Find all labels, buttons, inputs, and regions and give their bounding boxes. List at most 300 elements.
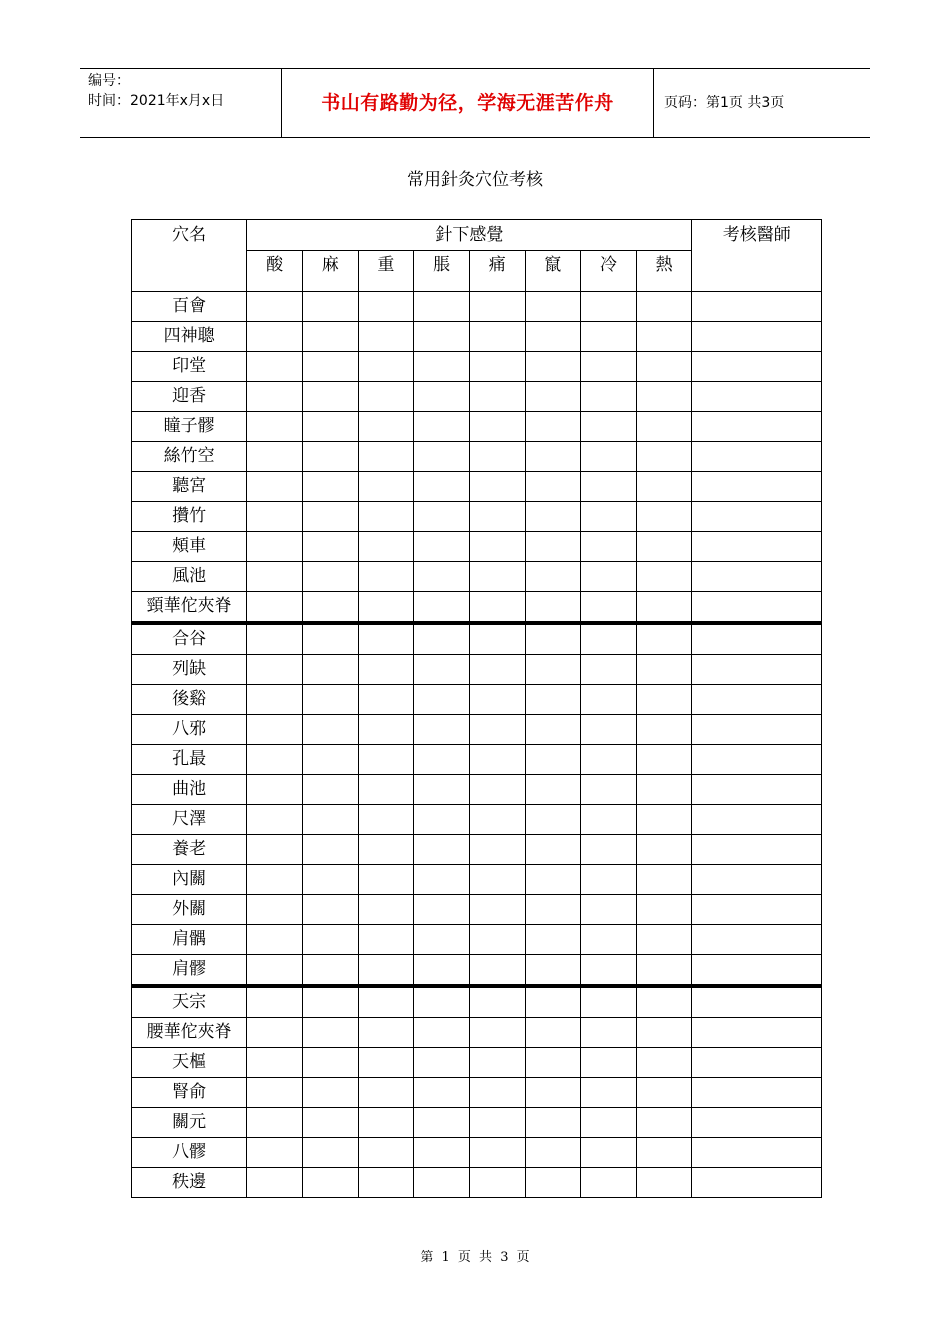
sensation-check-cell[interactable] xyxy=(469,955,525,987)
sensation-check-cell[interactable] xyxy=(525,745,581,775)
sensation-check-cell[interactable] xyxy=(469,352,525,382)
sensation-check-cell[interactable] xyxy=(358,835,414,865)
sensation-check-cell[interactable] xyxy=(247,745,303,775)
sensation-check-cell[interactable] xyxy=(302,775,358,805)
examiner-cell[interactable] xyxy=(692,865,822,895)
sensation-check-cell[interactable] xyxy=(247,1078,303,1108)
sensation-check-cell[interactable] xyxy=(525,442,581,472)
sensation-check-cell[interactable] xyxy=(358,623,414,655)
examiner-cell[interactable] xyxy=(692,382,822,412)
sensation-check-cell[interactable] xyxy=(469,1108,525,1138)
sensation-check-cell[interactable] xyxy=(525,592,581,624)
sensation-check-cell[interactable] xyxy=(636,1168,692,1198)
examiner-cell[interactable] xyxy=(692,925,822,955)
sensation-check-cell[interactable] xyxy=(247,412,303,442)
sensation-check-cell[interactable] xyxy=(358,502,414,532)
sensation-check-cell[interactable] xyxy=(636,775,692,805)
sensation-check-cell[interactable] xyxy=(414,382,470,412)
acupoint-name: 秩邊 xyxy=(132,1168,247,1198)
sensation-check-cell[interactable] xyxy=(247,1048,303,1078)
sensation-check-cell[interactable] xyxy=(581,955,637,987)
sensation-check-cell[interactable] xyxy=(581,986,637,1018)
sensation-check-cell[interactable] xyxy=(581,292,637,322)
sensation-check-cell[interactable] xyxy=(581,472,637,502)
sensation-check-cell[interactable] xyxy=(414,986,470,1018)
examiner-cell[interactable] xyxy=(692,562,822,592)
sensation-check-cell[interactable] xyxy=(414,1018,470,1048)
sensation-check-cell[interactable] xyxy=(636,442,692,472)
sensation-check-cell[interactable] xyxy=(636,623,692,655)
sensation-check-cell[interactable] xyxy=(636,745,692,775)
sensation-check-cell[interactable] xyxy=(525,1168,581,1198)
sensation-check-cell[interactable] xyxy=(581,532,637,562)
sensation-check-cell[interactable] xyxy=(581,715,637,745)
sensation-check-cell[interactable] xyxy=(358,895,414,925)
sensation-check-cell[interactable] xyxy=(469,835,525,865)
sensation-check-cell[interactable] xyxy=(581,352,637,382)
sensation-check-cell[interactable] xyxy=(358,442,414,472)
sensation-check-cell[interactable] xyxy=(636,685,692,715)
table-row xyxy=(132,442,822,472)
sensation-check-cell[interactable] xyxy=(581,502,637,532)
examiner-cell[interactable] xyxy=(692,1168,822,1198)
examiner-cell[interactable] xyxy=(692,745,822,775)
table-row xyxy=(132,412,822,442)
sensation-check-cell[interactable] xyxy=(302,532,358,562)
acupoint-name: 外關 xyxy=(132,895,247,925)
sensation-check-cell[interactable] xyxy=(414,655,470,685)
sensation-check-cell[interactable] xyxy=(414,895,470,925)
sensation-check-cell[interactable] xyxy=(636,805,692,835)
table-row xyxy=(132,715,822,745)
examiner-cell[interactable] xyxy=(692,472,822,502)
sensation-check-cell[interactable] xyxy=(469,745,525,775)
sensation-check-cell[interactable] xyxy=(302,1018,358,1048)
sensation-check-cell[interactable] xyxy=(414,1078,470,1108)
sensation-check-cell[interactable] xyxy=(302,382,358,412)
sensation-check-cell[interactable] xyxy=(581,623,637,655)
sensation-check-cell[interactable] xyxy=(247,502,303,532)
sensation-check-cell[interactable] xyxy=(414,532,470,562)
sensation-check-cell[interactable] xyxy=(358,1078,414,1108)
sensation-check-cell[interactable] xyxy=(358,1018,414,1048)
examiner-cell[interactable] xyxy=(692,292,822,322)
sensation-check-cell[interactable] xyxy=(525,715,581,745)
examiner-cell[interactable] xyxy=(692,412,822,442)
sensation-check-cell[interactable] xyxy=(247,655,303,685)
sensation-check-cell[interactable] xyxy=(636,1048,692,1078)
sensation-check-cell[interactable] xyxy=(414,865,470,895)
sensation-check-cell[interactable] xyxy=(302,1078,358,1108)
sensation-check-cell[interactable] xyxy=(525,955,581,987)
sensation-check-cell[interactable] xyxy=(302,895,358,925)
acupoint-name: 曲池 xyxy=(132,775,247,805)
sensation-check-cell[interactable] xyxy=(358,472,414,502)
sensation-check-cell[interactable] xyxy=(414,1048,470,1078)
sensation-check-cell[interactable] xyxy=(525,352,581,382)
sensation-check-cell[interactable] xyxy=(247,623,303,655)
sensation-check-cell[interactable] xyxy=(247,835,303,865)
sensation-check-cell[interactable] xyxy=(581,1048,637,1078)
sensation-check-cell[interactable] xyxy=(636,1108,692,1138)
sensation-check-cell[interactable] xyxy=(358,925,414,955)
sensation-check-cell[interactable] xyxy=(469,805,525,835)
sensation-check-cell[interactable] xyxy=(414,352,470,382)
sensation-check-cell[interactable] xyxy=(581,1108,637,1138)
sensation-check-cell[interactable] xyxy=(469,895,525,925)
sensation-check-cell[interactable] xyxy=(525,865,581,895)
sensation-check-cell[interactable] xyxy=(525,562,581,592)
sensation-check-cell[interactable] xyxy=(358,382,414,412)
examiner-cell[interactable] xyxy=(692,623,822,655)
examiner-cell[interactable] xyxy=(692,986,822,1018)
sensation-check-cell[interactable] xyxy=(469,715,525,745)
sensation-check-cell[interactable] xyxy=(581,895,637,925)
sensation-check-cell[interactable] xyxy=(636,1078,692,1108)
sensation-check-cell[interactable] xyxy=(414,745,470,775)
sensation-check-cell[interactable] xyxy=(247,292,303,322)
examiner-cell[interactable] xyxy=(692,805,822,835)
sensation-check-cell[interactable] xyxy=(636,352,692,382)
sensation-check-cell[interactable] xyxy=(469,1018,525,1048)
table-row xyxy=(132,1018,822,1048)
sensation-check-cell[interactable] xyxy=(414,955,470,987)
sensation-check-cell[interactable] xyxy=(581,835,637,865)
acupoint-name: 天樞 xyxy=(132,1048,247,1078)
sensation-check-cell[interactable] xyxy=(302,955,358,987)
sensation-check-cell[interactable] xyxy=(581,412,637,442)
sensation-check-cell[interactable] xyxy=(525,685,581,715)
sensation-check-cell[interactable] xyxy=(581,655,637,685)
sensation-check-cell[interactable] xyxy=(414,1108,470,1138)
examiner-cell[interactable] xyxy=(692,655,822,685)
sensation-check-cell[interactable] xyxy=(247,472,303,502)
sensation-check-cell[interactable] xyxy=(247,895,303,925)
sensation-check-cell[interactable] xyxy=(414,292,470,322)
examiner-cell[interactable] xyxy=(692,685,822,715)
sensation-check-cell[interactable] xyxy=(469,623,525,655)
sensation-check-cell[interactable] xyxy=(358,955,414,987)
examiner-cell[interactable] xyxy=(692,955,822,987)
sensation-check-cell[interactable] xyxy=(414,562,470,592)
sensation-check-cell[interactable] xyxy=(581,805,637,835)
table-row xyxy=(132,1078,822,1108)
sensation-check-cell[interactable] xyxy=(636,562,692,592)
sensation-check-cell[interactable] xyxy=(302,1048,358,1078)
sensation-check-cell[interactable] xyxy=(414,412,470,442)
sensation-check-cell[interactable] xyxy=(581,442,637,472)
table-row xyxy=(132,562,822,592)
sensation-check-cell[interactable] xyxy=(414,925,470,955)
sensation-check-cell[interactable] xyxy=(247,562,303,592)
examiner-cell[interactable] xyxy=(692,352,822,382)
sensation-check-cell[interactable] xyxy=(525,1018,581,1048)
sensation-check-cell[interactable] xyxy=(302,745,358,775)
sensation-check-cell[interactable] xyxy=(469,986,525,1018)
sensation-check-cell[interactable] xyxy=(302,805,358,835)
sensation-check-cell[interactable] xyxy=(636,412,692,442)
sensation-check-cell[interactable] xyxy=(581,1018,637,1048)
acupoint-name: 肩髃 xyxy=(132,925,247,955)
sensation-check-cell[interactable] xyxy=(247,1138,303,1168)
sensation-check-cell[interactable] xyxy=(414,775,470,805)
examiner-cell[interactable] xyxy=(692,775,822,805)
sensation-check-cell[interactable] xyxy=(302,1138,358,1168)
sensation-check-cell[interactable] xyxy=(525,1138,581,1168)
sensation-check-cell[interactable] xyxy=(302,685,358,715)
sensation-check-cell[interactable] xyxy=(247,685,303,715)
acupoint-name: 八髎 xyxy=(132,1138,247,1168)
acupoint-name: 天宗 xyxy=(132,986,247,1018)
sensation-check-cell[interactable] xyxy=(469,865,525,895)
sensation-check-cell[interactable] xyxy=(414,502,470,532)
examiner-cell[interactable] xyxy=(692,592,822,624)
sensation-check-cell[interactable] xyxy=(302,592,358,624)
sensation-check-cell[interactable] xyxy=(525,895,581,925)
sensation-check-cell[interactable] xyxy=(358,745,414,775)
sensation-check-cell[interactable] xyxy=(247,1108,303,1138)
sensation-check-cell[interactable] xyxy=(469,322,525,352)
sensation-check-cell[interactable] xyxy=(581,775,637,805)
sensation-check-cell[interactable] xyxy=(469,775,525,805)
sensation-check-cell[interactable] xyxy=(247,775,303,805)
sensation-check-cell[interactable] xyxy=(636,655,692,685)
sensation-check-cell[interactable] xyxy=(469,532,525,562)
examiner-cell[interactable] xyxy=(692,502,822,532)
sensation-check-cell[interactable] xyxy=(358,592,414,624)
sensation-check-cell[interactable] xyxy=(525,925,581,955)
sensation-check-cell[interactable] xyxy=(302,1108,358,1138)
sensation-check-cell[interactable] xyxy=(302,835,358,865)
sensation-check-cell[interactable] xyxy=(636,1018,692,1048)
examiner-cell[interactable] xyxy=(692,322,822,352)
document-header xyxy=(80,68,870,138)
sensation-check-cell[interactable] xyxy=(414,322,470,352)
sensation-check-cell[interactable] xyxy=(247,715,303,745)
sensation-check-cell[interactable] xyxy=(358,1108,414,1138)
sensation-check-cell[interactable] xyxy=(302,292,358,322)
sensation-check-cell[interactable] xyxy=(636,502,692,532)
sensation-check-cell[interactable] xyxy=(525,532,581,562)
sensation-check-cell[interactable] xyxy=(247,955,303,987)
sensation-check-cell[interactable] xyxy=(302,655,358,685)
sensation-check-cell[interactable] xyxy=(302,925,358,955)
sensation-check-cell[interactable] xyxy=(302,412,358,442)
sensation-check-cell[interactable] xyxy=(469,292,525,322)
examiner-cell[interactable] xyxy=(692,835,822,865)
sensation-check-cell[interactable] xyxy=(247,1168,303,1198)
sensation-check-cell[interactable] xyxy=(636,472,692,502)
sensation-check-cell[interactable] xyxy=(414,623,470,655)
sensation-check-cell[interactable] xyxy=(469,382,525,412)
sensation-check-cell[interactable] xyxy=(636,532,692,562)
sensation-check-cell[interactable] xyxy=(247,352,303,382)
sensation-check-cell[interactable] xyxy=(302,502,358,532)
sensation-check-cell[interactable] xyxy=(302,986,358,1018)
sensation-check-cell[interactable] xyxy=(581,592,637,624)
sensation-check-cell[interactable] xyxy=(247,592,303,624)
sensation-check-cell[interactable] xyxy=(469,442,525,472)
sensation-check-cell[interactable] xyxy=(358,655,414,685)
examiner-cell[interactable] xyxy=(692,1108,822,1138)
sensation-check-cell[interactable] xyxy=(414,805,470,835)
sensation-check-cell[interactable] xyxy=(636,986,692,1018)
sensation-check-cell[interactable] xyxy=(636,292,692,322)
sensation-check-cell[interactable] xyxy=(469,562,525,592)
examiner-cell[interactable] xyxy=(692,1138,822,1168)
sensation-check-cell[interactable] xyxy=(414,1138,470,1168)
sensation-check-cell[interactable] xyxy=(581,322,637,352)
sensation-check-cell[interactable] xyxy=(525,986,581,1018)
sensation-check-cell[interactable] xyxy=(581,1078,637,1108)
sensation-check-cell[interactable] xyxy=(247,1018,303,1048)
sensation-check-cell[interactable] xyxy=(358,805,414,835)
sensation-check-cell[interactable] xyxy=(636,592,692,624)
sensation-check-cell[interactable] xyxy=(358,685,414,715)
sensation-check-cell[interactable] xyxy=(469,592,525,624)
sensation-check-cell[interactable] xyxy=(581,865,637,895)
sensation-check-cell[interactable] xyxy=(247,805,303,835)
sensation-check-cell[interactable] xyxy=(414,592,470,624)
sensation-check-cell[interactable] xyxy=(636,925,692,955)
sensation-check-cell[interactable] xyxy=(525,472,581,502)
acupoint-name: 印堂 xyxy=(132,352,247,382)
sensation-check-cell[interactable] xyxy=(302,865,358,895)
sensation-check-cell[interactable] xyxy=(469,1168,525,1198)
sensation-check-cell[interactable] xyxy=(581,1168,637,1198)
examiner-cell[interactable] xyxy=(692,1078,822,1108)
sensation-check-cell[interactable] xyxy=(358,1168,414,1198)
sensation-check-cell[interactable] xyxy=(358,412,414,442)
sensation-check-cell[interactable] xyxy=(525,502,581,532)
sensation-check-cell[interactable] xyxy=(414,715,470,745)
table-row xyxy=(132,895,822,925)
sensation-check-cell[interactable] xyxy=(581,685,637,715)
sensation-check-cell[interactable] xyxy=(525,1048,581,1078)
sensation-check-cell[interactable] xyxy=(581,1138,637,1168)
examiner-cell[interactable] xyxy=(692,532,822,562)
sensation-check-cell[interactable] xyxy=(636,1138,692,1168)
sensation-check-cell[interactable] xyxy=(302,442,358,472)
sensation-check-cell[interactable] xyxy=(469,925,525,955)
sensation-check-cell[interactable] xyxy=(525,655,581,685)
sensation-check-cell[interactable] xyxy=(469,1078,525,1108)
sensation-check-cell[interactable] xyxy=(247,382,303,412)
sensation-check-cell[interactable] xyxy=(469,685,525,715)
examiner-cell[interactable] xyxy=(692,1048,822,1078)
sensation-check-cell[interactable] xyxy=(525,412,581,442)
sensation-check-cell[interactable] xyxy=(302,352,358,382)
sensation-check-cell[interactable] xyxy=(358,775,414,805)
acupoint-name: 尺澤 xyxy=(132,805,247,835)
sensation-header: 熱 xyxy=(636,251,692,292)
sensation-check-cell[interactable] xyxy=(247,532,303,562)
sensation-check-cell[interactable] xyxy=(525,292,581,322)
sensation-check-cell[interactable] xyxy=(581,745,637,775)
sensation-check-cell[interactable] xyxy=(414,685,470,715)
sensation-check-cell[interactable] xyxy=(525,805,581,835)
header-page-info: 页码：第1页 共3页 xyxy=(664,95,785,111)
sensation-check-cell[interactable] xyxy=(302,322,358,352)
sensation-check-cell[interactable] xyxy=(302,623,358,655)
examiner-cell[interactable] xyxy=(692,715,822,745)
sensation-check-cell[interactable] xyxy=(525,1078,581,1108)
acupoint-name: 關元 xyxy=(132,1108,247,1138)
sensation-check-cell[interactable] xyxy=(525,775,581,805)
sensation-check-cell[interactable] xyxy=(469,1138,525,1168)
sensation-check-cell[interactable] xyxy=(525,835,581,865)
table-row xyxy=(132,1048,822,1078)
sensation-check-cell[interactable] xyxy=(247,925,303,955)
sensation-check-cell[interactable] xyxy=(581,925,637,955)
sensation-check-cell[interactable] xyxy=(358,322,414,352)
sensation-check-cell[interactable] xyxy=(525,623,581,655)
sensation-check-cell[interactable] xyxy=(414,1168,470,1198)
table-row xyxy=(132,955,822,987)
sensation-check-cell[interactable] xyxy=(358,532,414,562)
sensation-check-cell[interactable] xyxy=(247,442,303,472)
sensation-check-cell[interactable] xyxy=(581,382,637,412)
sensation-check-cell[interactable] xyxy=(636,955,692,987)
sensation-check-cell[interactable] xyxy=(302,472,358,502)
acupoint-table xyxy=(131,219,822,1198)
sensation-check-cell[interactable] xyxy=(636,835,692,865)
header-meta xyxy=(80,69,282,137)
sensation-check-cell[interactable] xyxy=(414,442,470,472)
sensation-check-cell[interactable] xyxy=(525,1108,581,1138)
sensation-check-cell[interactable] xyxy=(358,1138,414,1168)
sensation-check-cell[interactable] xyxy=(302,1168,358,1198)
examiner-cell[interactable] xyxy=(692,895,822,925)
sensation-check-cell[interactable] xyxy=(469,472,525,502)
sensation-check-cell[interactable] xyxy=(302,715,358,745)
sensation-check-cell[interactable] xyxy=(525,322,581,352)
examiner-cell[interactable] xyxy=(692,1018,822,1048)
sensation-check-cell[interactable] xyxy=(358,562,414,592)
sensation-check-cell[interactable] xyxy=(358,352,414,382)
sensation-check-cell[interactable] xyxy=(358,292,414,322)
table-row xyxy=(132,502,822,532)
sensation-check-cell[interactable] xyxy=(414,472,470,502)
sensation-check-cell[interactable] xyxy=(247,865,303,895)
sensation-check-cell[interactable] xyxy=(525,382,581,412)
sensation-check-cell[interactable] xyxy=(636,715,692,745)
sensation-check-cell[interactable] xyxy=(581,562,637,592)
sensation-check-cell[interactable] xyxy=(414,835,470,865)
sensation-check-cell[interactable] xyxy=(358,715,414,745)
sensation-check-cell[interactable] xyxy=(302,562,358,592)
sensation-check-cell[interactable] xyxy=(358,986,414,1018)
sensation-check-cell[interactable] xyxy=(469,502,525,532)
sensation-check-cell[interactable] xyxy=(358,1048,414,1078)
sensation-check-cell[interactable] xyxy=(469,1048,525,1078)
number-label: 编号： xyxy=(88,73,130,89)
sensation-check-cell[interactable] xyxy=(636,322,692,352)
examiner-cell[interactable] xyxy=(692,442,822,472)
sensation-check-cell[interactable] xyxy=(469,412,525,442)
sensation-header: 脹 xyxy=(414,251,470,292)
sensation-check-cell[interactable] xyxy=(247,986,303,1018)
sensation-check-cell[interactable] xyxy=(636,895,692,925)
acupoint-name: 養老 xyxy=(132,835,247,865)
sensation-check-cell[interactable] xyxy=(636,865,692,895)
sensation-check-cell[interactable] xyxy=(358,865,414,895)
sensation-check-cell[interactable] xyxy=(247,322,303,352)
sensation-check-cell[interactable] xyxy=(636,382,692,412)
sensation-header: 重 xyxy=(358,251,414,292)
sensation-check-cell[interactable] xyxy=(469,655,525,685)
col-header-sensation: 針下感覺 xyxy=(247,220,692,251)
